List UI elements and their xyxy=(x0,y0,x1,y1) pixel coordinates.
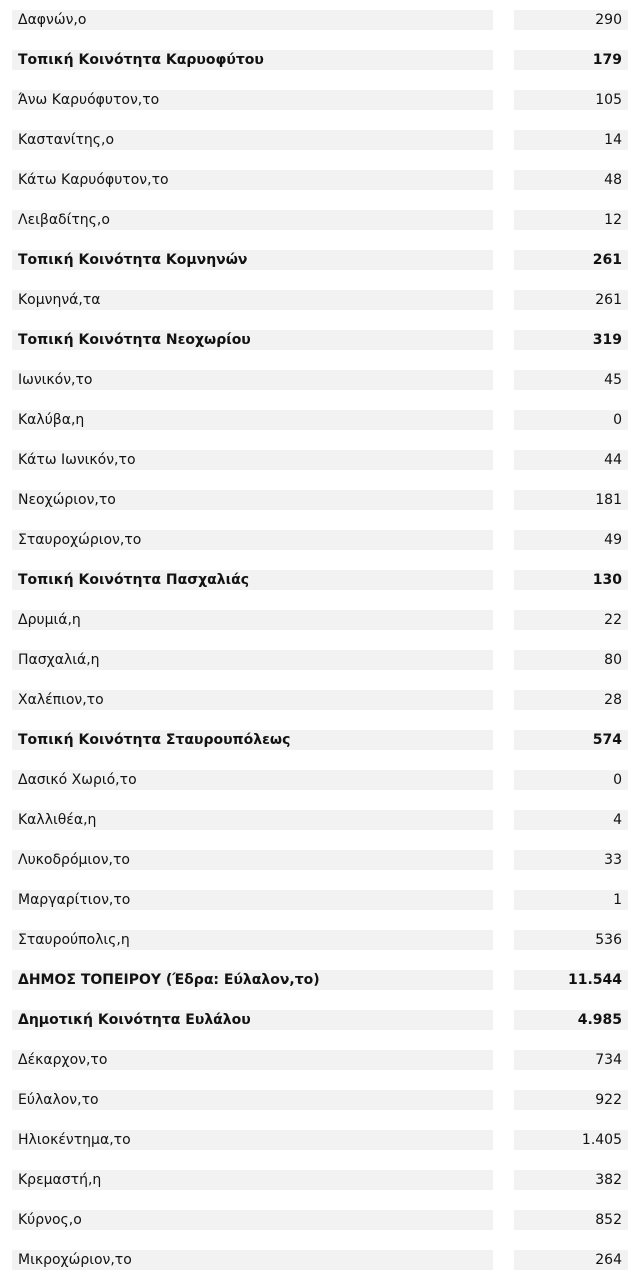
table-row xyxy=(0,650,640,670)
population-value-cell: 45 xyxy=(514,370,628,390)
table-row xyxy=(0,1090,640,1110)
table-row xyxy=(0,810,640,830)
population-value-cell: 0 xyxy=(514,410,628,430)
table-row xyxy=(0,10,640,30)
table-row xyxy=(0,1170,640,1190)
place-name-cell: Κύρνος,ο xyxy=(12,1210,493,1230)
table-row xyxy=(0,610,640,630)
place-name-cell: Τοπική Κοινότητα Πασχαλιάς xyxy=(12,570,493,590)
population-value-cell: 4.985 xyxy=(514,1010,628,1030)
population-value-cell: 14 xyxy=(514,130,628,150)
population-value-cell: 382 xyxy=(514,1170,628,1190)
table-row xyxy=(0,170,640,190)
population-value-cell: 28 xyxy=(514,690,628,710)
population-value-cell: 181 xyxy=(514,490,628,510)
place-name-cell: Καλλιθέα,η xyxy=(12,810,493,830)
place-name-cell: Πασχαλιά,η xyxy=(12,650,493,670)
place-name-cell: Μαργαρίτιον,το xyxy=(12,890,493,910)
population-value-cell: 179 xyxy=(514,50,628,70)
table-row xyxy=(0,690,640,710)
place-name-cell: Σταυρούπολις,η xyxy=(12,930,493,950)
place-name-cell: Μικροχώριον,το xyxy=(12,1250,493,1270)
population-value-cell: 261 xyxy=(514,290,628,310)
place-name-cell: Εύλαλον,το xyxy=(12,1090,493,1110)
place-name-cell: Δημοτική Κοινότητα Ευλάλου xyxy=(12,1010,493,1030)
place-name-cell: Κάτω Ιωνικόν,το xyxy=(12,450,493,470)
place-name-cell: Τοπική Κοινότητα Κομνηνών xyxy=(12,250,493,270)
place-name-cell: Νεοχώριον,το xyxy=(12,490,493,510)
table-row xyxy=(0,370,640,390)
table-row xyxy=(0,1130,640,1150)
population-value-cell: 290 xyxy=(514,10,628,30)
table-row xyxy=(0,930,640,950)
place-name-cell: Χαλέπιον,το xyxy=(12,690,493,710)
table-row-group-header xyxy=(0,1010,640,1030)
table-row xyxy=(0,130,640,150)
place-name-cell: Δαφνών,ο xyxy=(12,10,493,30)
population-value-cell: 574 xyxy=(514,730,628,750)
place-name-cell: Λυκοδρόμιον,το xyxy=(12,850,493,870)
place-name-cell: Καστανίτης,ο xyxy=(12,130,493,150)
table-row-group-header xyxy=(0,730,640,750)
population-value-cell: 105 xyxy=(514,90,628,110)
place-name-cell: Τοπική Κοινότητα Καρυοφύτου xyxy=(12,50,493,70)
place-name-cell: Κομνηνά,τα xyxy=(12,290,493,310)
population-value-cell: 22 xyxy=(514,610,628,630)
place-name-cell: Δασικό Χωριό,το xyxy=(12,770,493,790)
table-row xyxy=(0,530,640,550)
table-row-group-header xyxy=(0,50,640,70)
table-row xyxy=(0,890,640,910)
population-value-cell: 49 xyxy=(514,530,628,550)
table-row-group-header xyxy=(0,570,640,590)
population-value-cell: 33 xyxy=(514,850,628,870)
place-name-cell: Κάτω Καρυόφυτον,το xyxy=(12,170,493,190)
table-row-group-header xyxy=(0,330,640,350)
table-row xyxy=(0,1250,640,1270)
table-row xyxy=(0,1050,640,1070)
place-name-cell: ΔΗΜΟΣ ΤΟΠΕΙΡΟΥ (Έδρα: Εύλαλον,το) xyxy=(12,970,493,990)
population-value-cell: 1 xyxy=(514,890,628,910)
table-row xyxy=(0,90,640,110)
place-name-cell: Δέκαρχον,το xyxy=(12,1050,493,1070)
place-name-cell: Λειβαδίτης,ο xyxy=(12,210,493,230)
population-value-cell: 261 xyxy=(514,250,628,270)
place-name-cell: Άνω Καρυόφυτον,το xyxy=(12,90,493,110)
population-value-cell: 80 xyxy=(514,650,628,670)
table-row xyxy=(0,450,640,470)
population-value-cell: 130 xyxy=(514,570,628,590)
population-value-cell: 1.405 xyxy=(514,1130,628,1150)
population-value-cell: 11.544 xyxy=(514,970,628,990)
population-value-cell: 264 xyxy=(514,1250,628,1270)
table-row xyxy=(0,490,640,510)
table-row xyxy=(0,1210,640,1230)
population-value-cell: 922 xyxy=(514,1090,628,1110)
table-row xyxy=(0,770,640,790)
place-name-cell: Δρυμιά,η xyxy=(12,610,493,630)
population-value-cell: 44 xyxy=(514,450,628,470)
table-row-group-header xyxy=(0,970,640,990)
place-name-cell: Καλύβα,η xyxy=(12,410,493,430)
population-value-cell: 0 xyxy=(514,770,628,790)
population-value-cell: 4 xyxy=(514,810,628,830)
population-value-cell: 734 xyxy=(514,1050,628,1070)
place-name-cell: Κρεμαστή,η xyxy=(12,1170,493,1190)
population-value-cell: 536 xyxy=(514,930,628,950)
population-value-cell: 852 xyxy=(514,1210,628,1230)
table-row xyxy=(0,290,640,310)
table-row xyxy=(0,410,640,430)
table-row-group-header xyxy=(0,250,640,270)
table-row xyxy=(0,210,640,230)
place-name-cell: Τοπική Κοινότητα Σταυρουπόλεως xyxy=(12,730,493,750)
place-name-cell: Σταυροχώριον,το xyxy=(12,530,493,550)
population-value-cell: 319 xyxy=(514,330,628,350)
place-name-cell: Ιωνικόν,το xyxy=(12,370,493,390)
population-value-cell: 12 xyxy=(514,210,628,230)
table-row xyxy=(0,850,640,870)
population-value-cell: 48 xyxy=(514,170,628,190)
place-name-cell: Ηλιοκέντημα,το xyxy=(12,1130,493,1150)
place-name-cell: Τοπική Κοινότητα Νεοχωρίου xyxy=(12,330,493,350)
